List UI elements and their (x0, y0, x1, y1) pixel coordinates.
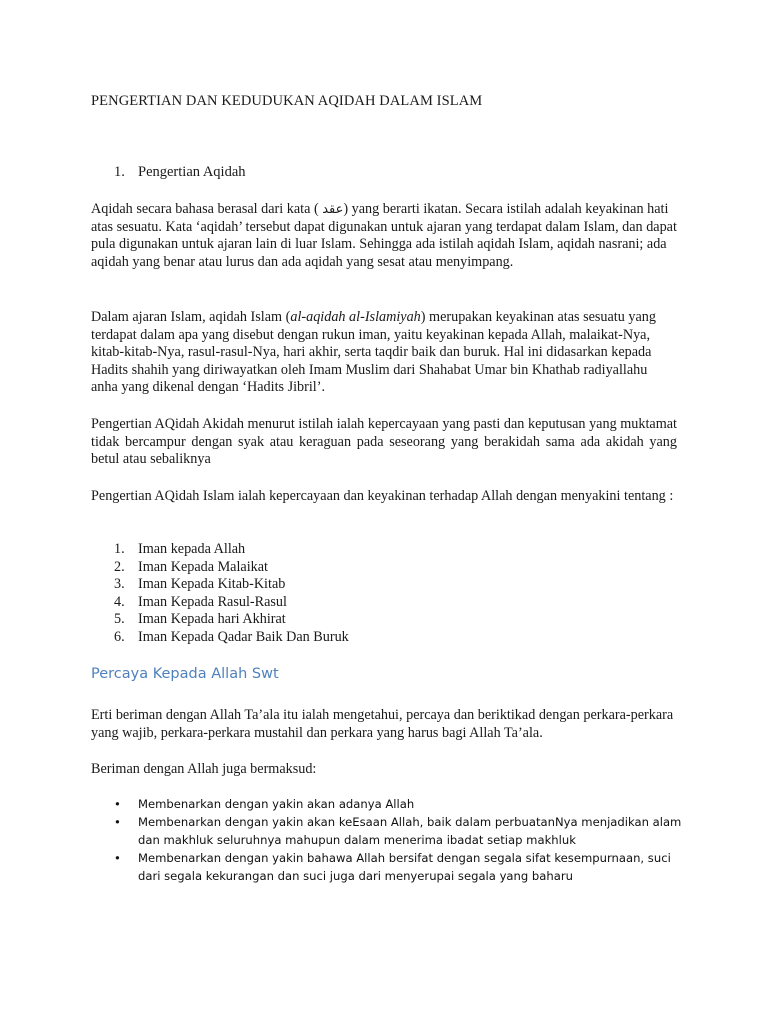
list-number: 5. (114, 611, 125, 628)
paragraph-akidah-istilah: Pengertian AQidah Akidah menurut istilah ialah kepercayaan yang pasti dan keputusan yang muktamat tidak bercampur dengan syak atau keraguan pada seseorang yang berakidah sama ada akidah yang betul atau sebaliknya (91, 416, 677, 468)
section-label: Pengertian Aqidah (138, 164, 246, 180)
list-item (114, 611, 349, 629)
list-number: 4. (114, 593, 125, 610)
document-title: PENGERTIAN DAN KEDUDUKAN AQIDAH DALAM ISLAM (91, 93, 483, 109)
italic-term: al-aqidah al-Islamiyah (290, 309, 421, 325)
bullet-text: Membenarkan dengan yakin akan adanya Allah (138, 797, 415, 811)
list-text: Iman Kepada Qadar Baik Dan Buruk (138, 628, 349, 645)
list-item (114, 576, 349, 594)
list-number: 2. (114, 558, 125, 575)
bullet-list (114, 795, 684, 885)
list-text: Iman Kepada Malaikat (138, 558, 268, 575)
bullet-text: Membenarkan dengan yakin akan keEsaan Allah, baik dalam perbuatanNya menjadikan alam dan makhluk seluruhnya mahupun dalam menerima ibadat setiap makhluk (138, 815, 682, 847)
list-number: 3. (114, 576, 125, 593)
list-text: Iman kepada Allah (138, 541, 246, 557)
paragraph-ajaran-islam (91, 309, 677, 397)
list-text: Iman Kepada Rasul-Rasul (138, 593, 287, 610)
paragraph-bermaksud: Beriman dengan Allah juga bermaksud: (91, 761, 317, 777)
list-item (114, 594, 349, 612)
section-number: 1. (114, 164, 125, 180)
list-text: Iman Kepada hari Akhirat (138, 611, 286, 628)
paragraph-text: ) merupakan keyakinan atas sesuatu yang terdapat dalam apa yang disebut dengan rukun iman, yaitu keyakinan kepada Allah, malaikat-Nya, kitab-kitab-Nya, rasul-rasul-Nya, hari akhir, serta taqdir baik dan buruk. Hal ini didasarkan kepada Hadits shahih yang diriwayatkan oleh Imam Muslim dari Shahabat Umar bin Khathab radiyallahu anha yang dikenal dengan ‘Hadits Jibril’. (91, 309, 656, 396)
section-heading-percaya-allah: Percaya Kepada Allah Swt (91, 666, 279, 682)
bullet-text: Membenarkan dengan yakin bahawa Allah bersifat dengan segala sifat kesempurnaan, suci dari segala kekurangan dan suci juga dari menyerupai segala yang baharu (138, 851, 671, 883)
paragraph-text: Dalam ajaran Islam, aqidah Islam ( (91, 309, 291, 325)
bullet-item (114, 795, 684, 813)
paragraph-text: ) yang berarti ikatan. Secara istilah adalah keyakinan hati atas sesuatu. Kata ‘aqidah’ tersebut dapat digunakan untuk ajaran yang terdapat dalam Islam, dan dapat pula digunakan untuk ajaran lain di luar Islam. Sehingga ada istilah aqidah Islam, aqidah nasrani; ada aqidah yang benar atau lurus dan ada aqidah yang sesat atau menyimpang. (91, 201, 677, 270)
bullet-icon: • (114, 815, 121, 829)
bullet-item (114, 849, 684, 885)
list-number: 1. (114, 541, 125, 557)
section-heading-pengertian (114, 164, 246, 181)
paragraph-aqidah-islam: Pengertian AQidah Islam ialah kepercayaan dan keyakinan terhadap Allah dengan menyakini tentang : (91, 488, 674, 504)
paragraph-erti-beriman: Erti beriman dengan Allah Ta’ala itu ialah mengetahui, percaya dan beriktikad dengan perkara-perkara yang wajib, perkara-perkara mustahil dan perkara yang harus bagi Allah Ta’ala. (91, 707, 674, 741)
list-number: 6. (114, 628, 125, 645)
bullet-icon: • (114, 851, 121, 865)
arabic-word: عقد (322, 202, 344, 217)
bullet-item (114, 813, 684, 849)
paragraph-aqidah-bahasa (91, 201, 677, 271)
list-item (114, 629, 349, 647)
paragraph-text: Aqidah secara bahasa berasal dari kata ( (91, 201, 319, 217)
list-item (114, 541, 349, 559)
list-text: Iman Kepada Kitab-Kitab (138, 576, 286, 593)
iman-list (114, 541, 349, 647)
list-item (114, 559, 349, 577)
bullet-icon: • (114, 797, 121, 811)
